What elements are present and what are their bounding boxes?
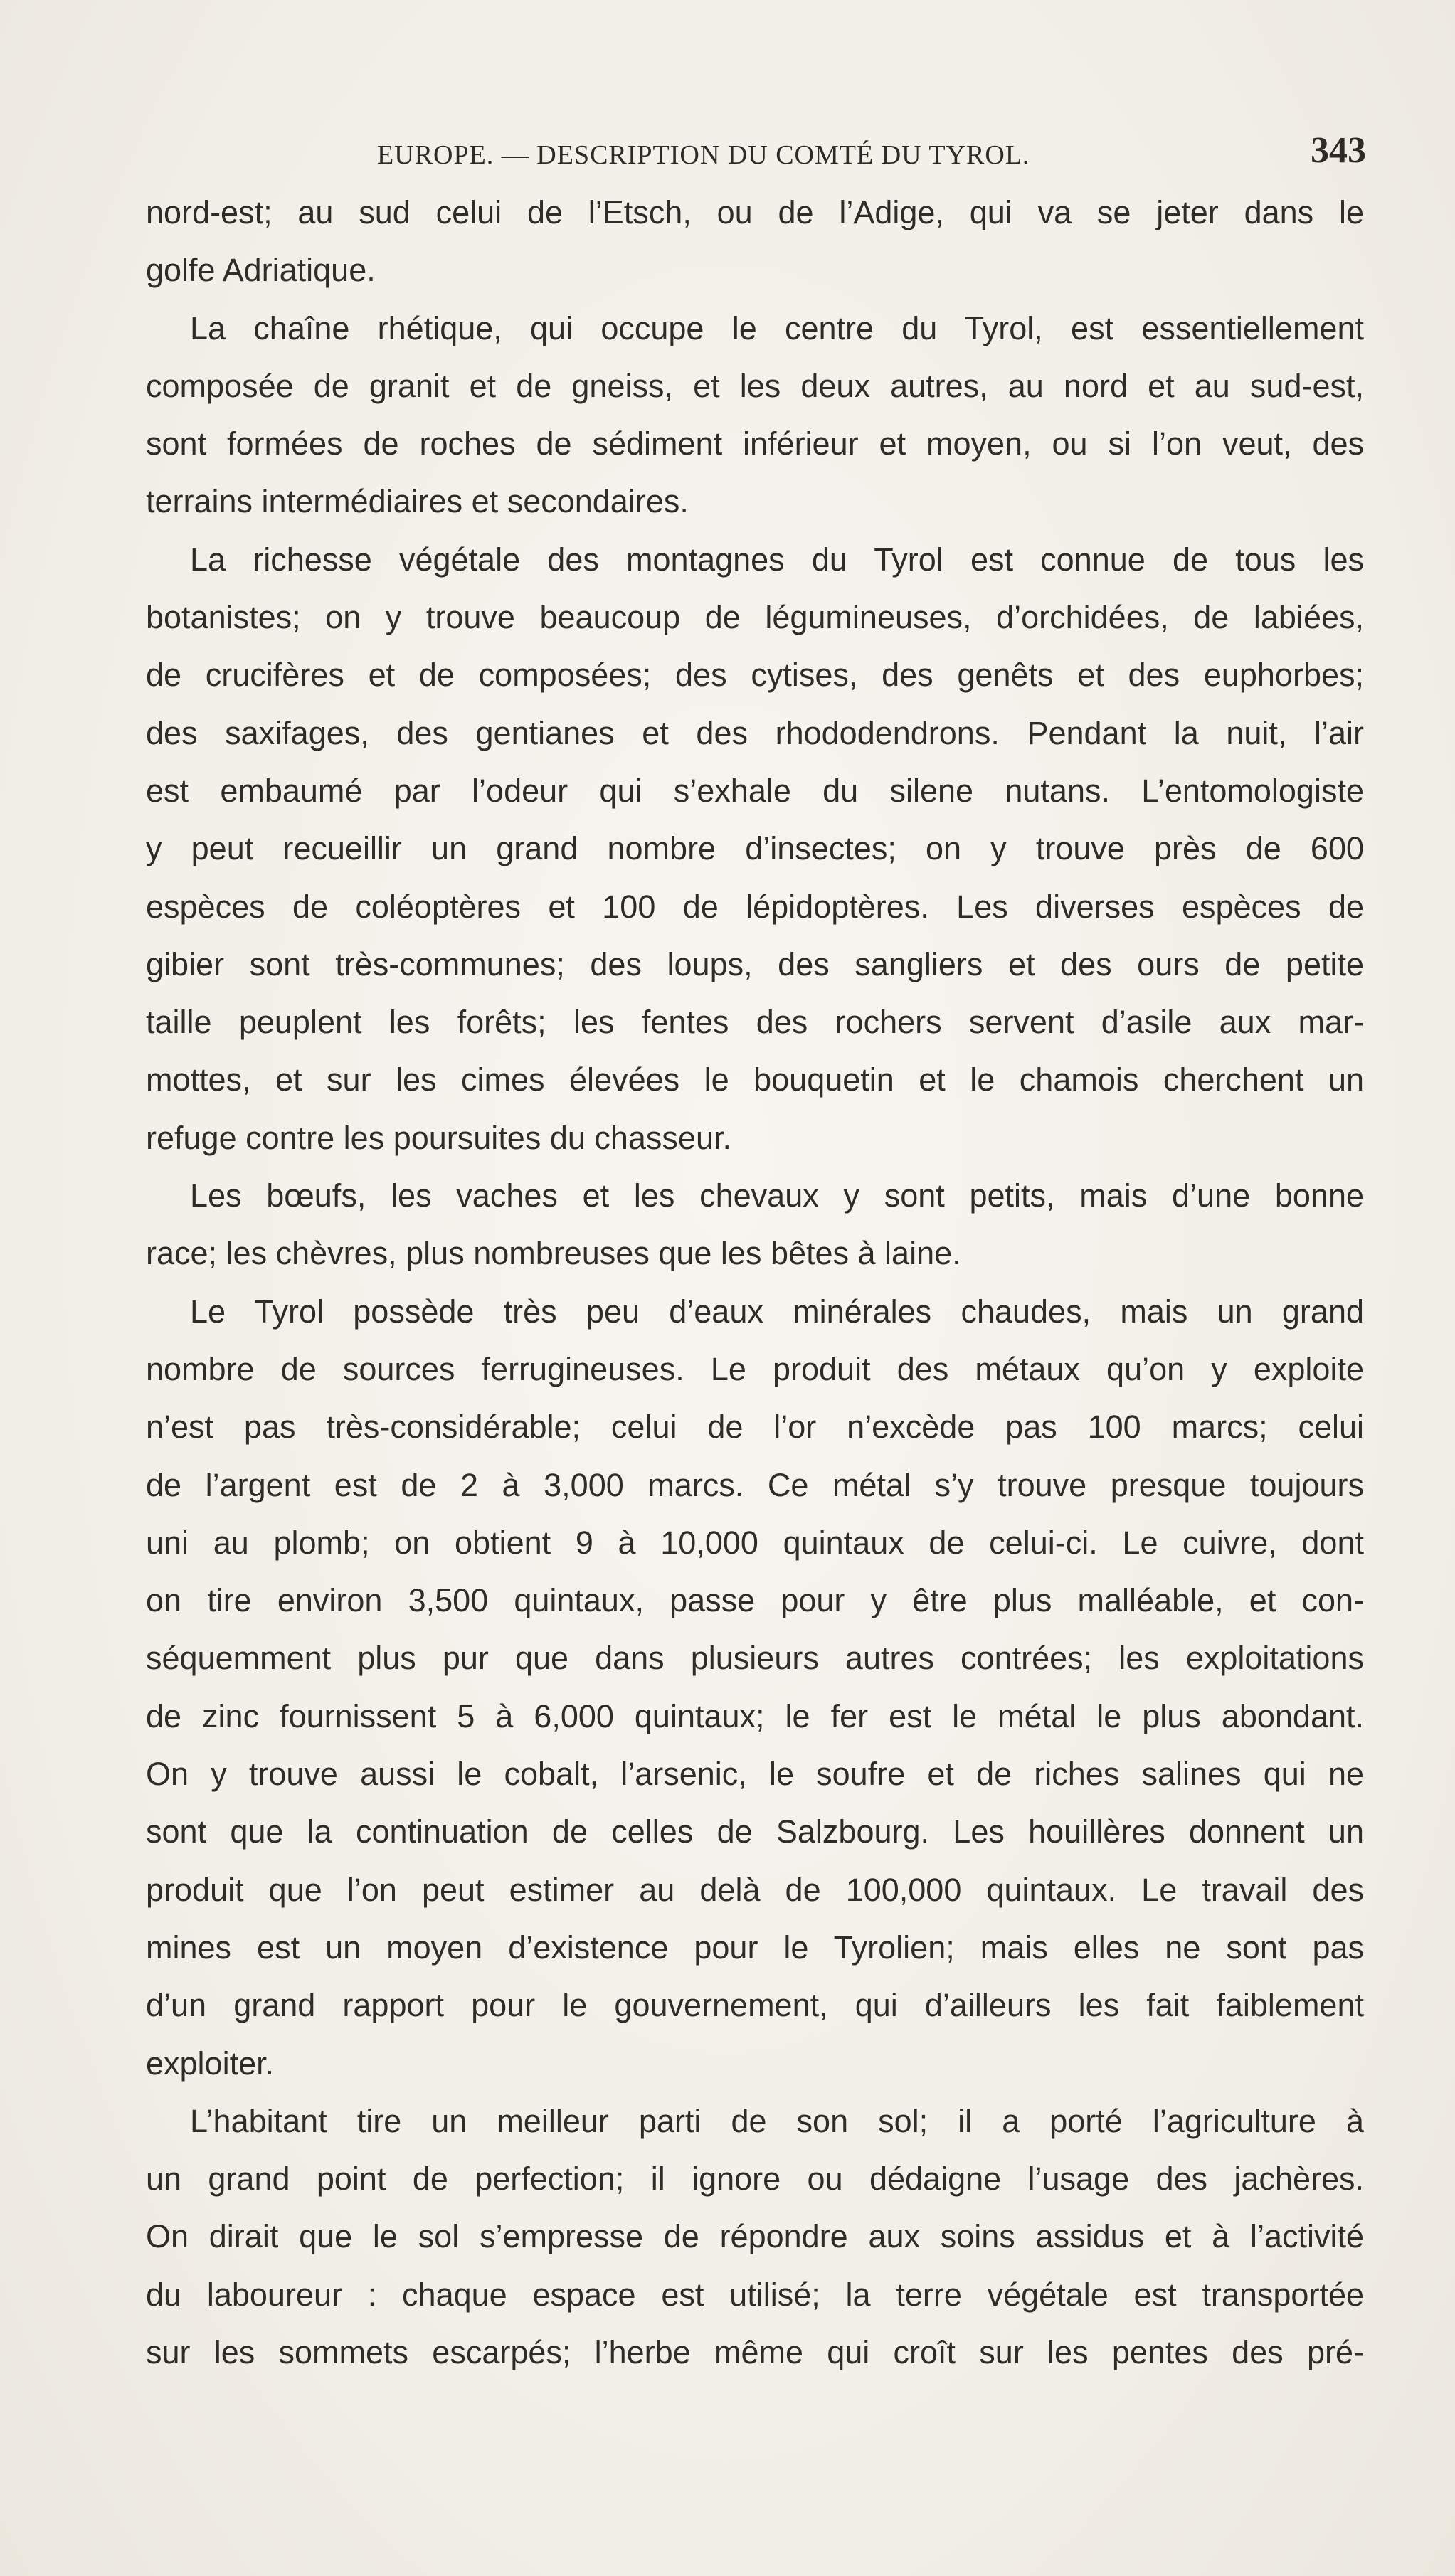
running-head: EUROPE. — DESCRIPTION DU COMTÉ DU TYROL.: [377, 140, 1030, 170]
text-line: mines est un moyen d’existence pour le Tyrolien; mais elles ne sont pas: [146, 1929, 1364, 1966]
text-line: sont que la continuation de celles de Salzbourg. Les houillères donnent un: [146, 1813, 1364, 1850]
text-line: La chaîne rhétique, qui occupe le centre du Tyrol, est essentiellement: [190, 309, 1364, 346]
text-line: race; les chèvres, plus nombreuses que les bêtes à laine.: [146, 1235, 961, 1272]
text-line: espèces de coléoptères et 100 de lépidoptères. Les diverses espèces de: [146, 888, 1364, 925]
text-line: gibier sont très-communes; des loups, des sangliers et des ours de petite: [146, 945, 1364, 982]
text-line: botanistes; on y trouve beaucoup de légumineuses, d’orchidées, de labiées,: [146, 599, 1364, 636]
page-header: [370, 129, 1366, 179]
text-line: nombre de sources ferrugineuses. Le produit des métaux qu’on y exploite: [146, 1350, 1364, 1387]
text-line: y peut recueillir un grand nombre d’insectes; on y trouve près de 600: [146, 830, 1364, 867]
text-line: L’habitant tire un meilleur parti de son sol; il a porté l’agriculture à: [190, 2102, 1364, 2139]
text-line: sont formées de roches de sédiment inférieur et moyen, ou si l’on veut, des: [146, 425, 1364, 462]
text-line: produit que l’on peut estimer au delà de 100,000 quintaux. Le travail des: [146, 1871, 1364, 1908]
text-line: terrains intermédiaires et secondaires.: [146, 483, 689, 520]
page-number: 343: [1311, 130, 1366, 171]
text-line: Le Tyrol possède très peu d’eaux minérales chaudes, mais un grand: [190, 1293, 1364, 1330]
text-line: un grand point de perfection; il ignore ou dédaigne l’usage des jachères.: [146, 2161, 1364, 2198]
text-line: Les bœufs, les vaches et les chevaux y sont petits, mais d’une bonne: [190, 1177, 1364, 1214]
text-line: golfe Adriatique.: [146, 252, 376, 289]
text-line: refuge contre les poursuites du chasseur.: [146, 1119, 731, 1156]
text-line: est embaumé par l’odeur qui s’exhale du silene nutans. L’entomologiste: [146, 772, 1364, 809]
text-line: on tire environ 3,500 quintaux, passe pour y être plus malléable, et con-: [146, 1582, 1364, 1619]
text-line: La richesse végétale des montagnes du Tyrol est connue de tous les: [190, 541, 1364, 578]
text-line: On y trouve aussi le cobalt, l’arsenic, le soufre et de riches salines qui ne: [146, 1756, 1364, 1793]
text-line: nord-est; au sud celui de l’Etsch, ou de l’Adige, qui va se jeter dans le: [146, 194, 1364, 230]
text-line: n’est pas très-considérable; celui de l’or n’excède pas 100 marcs; celui: [146, 1409, 1364, 1446]
text-line: taille peuplent les forêts; les fentes des rochers servent d’asile aux mar-: [146, 1004, 1364, 1041]
text-line: d’un grand rapport pour le gouvernement, qui d’ailleurs les fait faiblement: [146, 1987, 1364, 2024]
text-line: de crucifères et de composées; des cytises, des genêts et des euphorbes;: [146, 657, 1364, 694]
text-line: des saxifages, des gentianes et des rhododendrons. Pendant la nuit, l’air: [146, 714, 1364, 751]
text-line: On dirait que le sol s’empresse de répondre aux soins assidus et à l’activité: [146, 2218, 1364, 2255]
body-text: [146, 184, 1364, 2381]
text-line: composée de granit et de gneiss, et les deux autres, au nord et au sud-est,: [146, 367, 1364, 404]
text-line: mottes, et sur les cimes élevées le bouquetin et le chamois cherchent un: [146, 1061, 1364, 1098]
text-line: uni au plomb; on obtient 9 à 10,000 quintaux de celui-ci. Le cuivre, dont: [146, 1524, 1364, 1561]
text-line: sur les sommets escarpés; l’herbe même qui croît sur les pentes des pré-: [146, 2333, 1364, 2370]
text-line: exploiter.: [146, 2045, 275, 2082]
text-line: séquemment plus pur que dans plusieurs autres contrées; les exploitations: [146, 1640, 1364, 1677]
text-line: de zinc fournissent 5 à 6,000 quintaux; le fer est le métal le plus abondant.: [146, 1697, 1364, 1734]
text-line: de l’argent est de 2 à 3,000 marcs. Ce métal s’y trouve presque toujours: [146, 1466, 1364, 1503]
text-line: du laboureur : chaque espace est utilisé; la terre végétale est transportée: [146, 2276, 1364, 2313]
